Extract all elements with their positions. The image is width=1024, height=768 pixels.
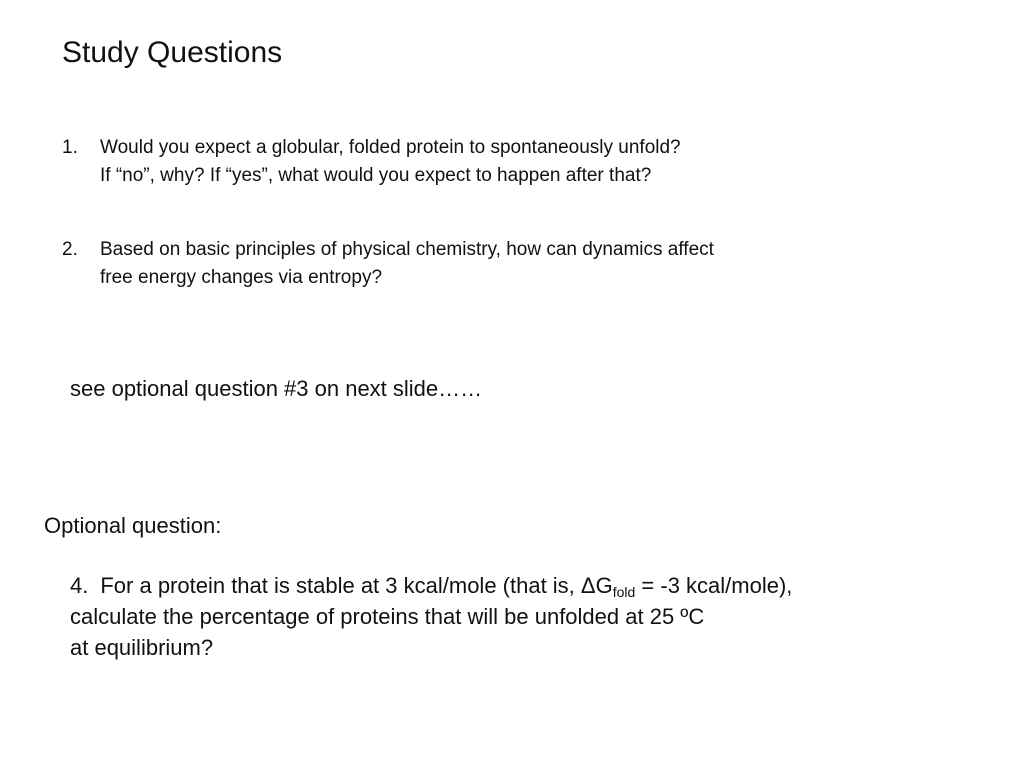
question-text bbox=[100, 134, 681, 190]
question-line: Would you expect a globular, folded protein to spontaneously unfold? bbox=[100, 137, 681, 158]
fold-subscript: fold bbox=[612, 584, 636, 600]
question-number: 2. bbox=[62, 239, 78, 260]
optional-question-4 bbox=[70, 570, 792, 663]
question-line: Based on basic principles of physical chemistry, how can dynamics affect bbox=[100, 239, 714, 260]
slide-title: Study Questions bbox=[62, 36, 283, 69]
question-number: 1. bbox=[62, 137, 78, 158]
question-text bbox=[100, 236, 714, 292]
optional-question-line-3: at equilibrium? bbox=[70, 635, 214, 660]
optional-question-line-1 bbox=[70, 570, 792, 601]
question-line: If “no”, why? If “yes”, what would you expect to happen after that? bbox=[100, 165, 652, 186]
see-next-slide-note: see optional question #3 on next slide…… bbox=[70, 376, 483, 401]
question-number: 4. bbox=[70, 573, 89, 598]
question-line: free energy changes via entropy? bbox=[100, 267, 383, 288]
optional-text-before-subscript: For a protein that is stable at 3 kcal/mole (that is, ΔG bbox=[100, 573, 613, 598]
optional-question-line-2: calculate the percentage of proteins that will be unfolded at 25 ºC bbox=[70, 604, 705, 629]
optional-text-after-subscript: = -3 kcal/mole), bbox=[635, 573, 793, 598]
optional-question-label: Optional question: bbox=[44, 513, 222, 538]
